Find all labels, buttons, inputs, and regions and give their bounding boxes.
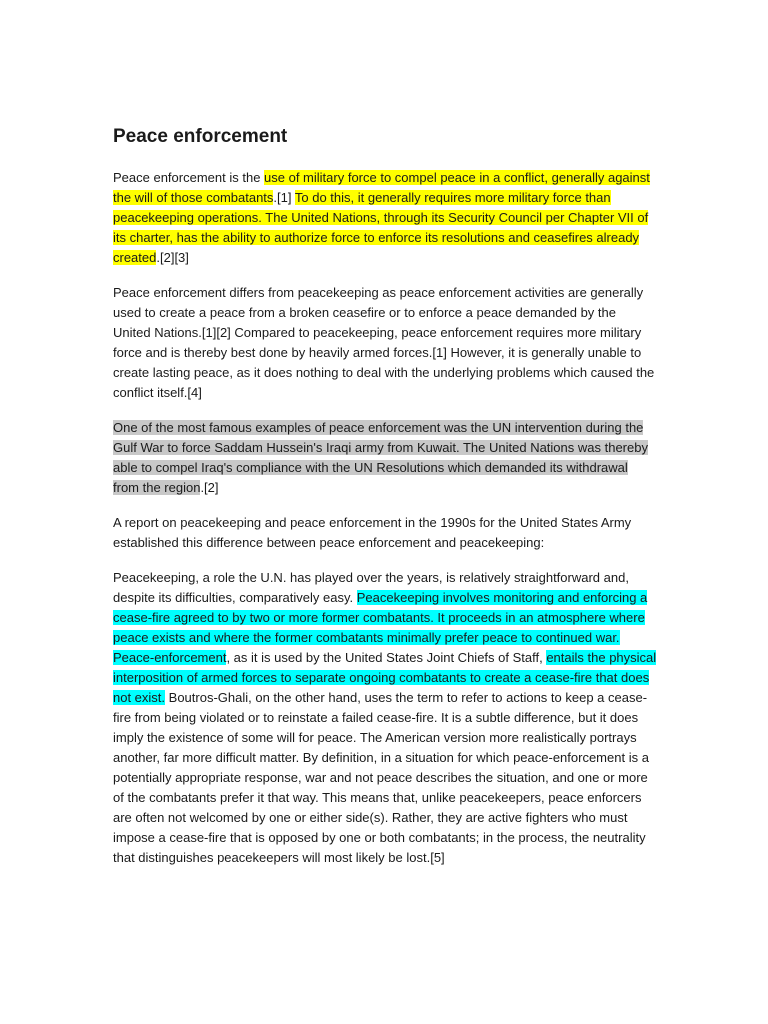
text-run: .[2][3] — [156, 250, 189, 265]
paragraph-2: Peace enforcement differs from peacekeeping as peace enforcement activities are generally used to create a peace from a broken ceasefire or to enforce a peace demanded by the United Nations.[1][2] Compared to peacekeeping, peace enforcement requires more military force and is thereby best done by heavily armed forces.[1] However, it is generally unable to create lasting peace, as it does nothing to deal with the underlying problems which caused the conflict itself.[4] — [113, 285, 655, 400]
page-title: Peace enforcement — [113, 126, 288, 147]
document-page — [113, 124, 657, 883]
text-run: Peace enforcement is the — [113, 170, 265, 185]
highlight-cyan: Peacekeeping involves monitoring and enforcing a cease-fire agreed to by two or more former combatants. It proceeds in an atmosphere where peace exists and where the former combatants minimally prefer peace to continued war. Peace-enforcement — [113, 590, 648, 665]
paragraph-3 — [113, 418, 657, 498]
paragraph-5 — [113, 568, 657, 868]
text-run: .[1] — [273, 190, 295, 205]
highlight-cyan: entails the physical interposition of armed forces to separate ongoing combatants to create a cease-fire that does not exist. — [113, 650, 657, 705]
highlight-yellow: To do this, it generally requires more military force than peacekeeping operations. The United Nations, through its Security Council per Chapter VII of its charter, has the ability to authorize force to enforce its resolutions and ceasefires already created — [113, 190, 649, 265]
paragraph-4: A report on peacekeeping and peace enforcement in the 1990s for the United States Army established this difference between peace enforcement and peacekeeping: — [113, 515, 632, 550]
highlight-yellow: use of military force to compel peace in a conflict, generally against the will of those combatants — [113, 170, 650, 205]
highlight-gray: One of the most famous examples of peace enforcement was the UN intervention during the Gulf War to force Saddam Hussein's Iraqi army from Kuwait. The United Nations was thereby able to compel Iraq's compliance with the UN Resolutions which demanded its withdrawal from the region — [113, 420, 648, 495]
text-run: , as it is used by the United States Joint Chiefs of Staff, — [226, 650, 547, 665]
text-run: Boutros-Ghali, on the other hand, uses the term to refer to actions to keep a cease-fire from being violated or to reinstate a failed cease-fire. It is a subtle difference, but it does imply the existence of some will for peace. The American version more realistically portrays another, far more difficult matter. By definition, in a situation for which peace-enforcement is a potentially appropriate response, war and not peace describes the situation, and one or more of the combatants prefer it that way. This means that, unlike peacekeepers, peace enforcers are often not welcomed by one or either side(s). Rather, they are active fighters who must impose a cease-fire that is opposed by one or both combatants; in the process, the neutrality that distinguishes peacekeepers will most likely be lost.[5] — [113, 690, 649, 865]
text-run: Peacekeeping, a role the U.N. has played over the years, is relatively straightforward and, despite its difficulties, comparatively easy. — [113, 570, 629, 605]
text-run: .[2] — [200, 480, 219, 495]
paragraph-1 — [113, 168, 657, 268]
